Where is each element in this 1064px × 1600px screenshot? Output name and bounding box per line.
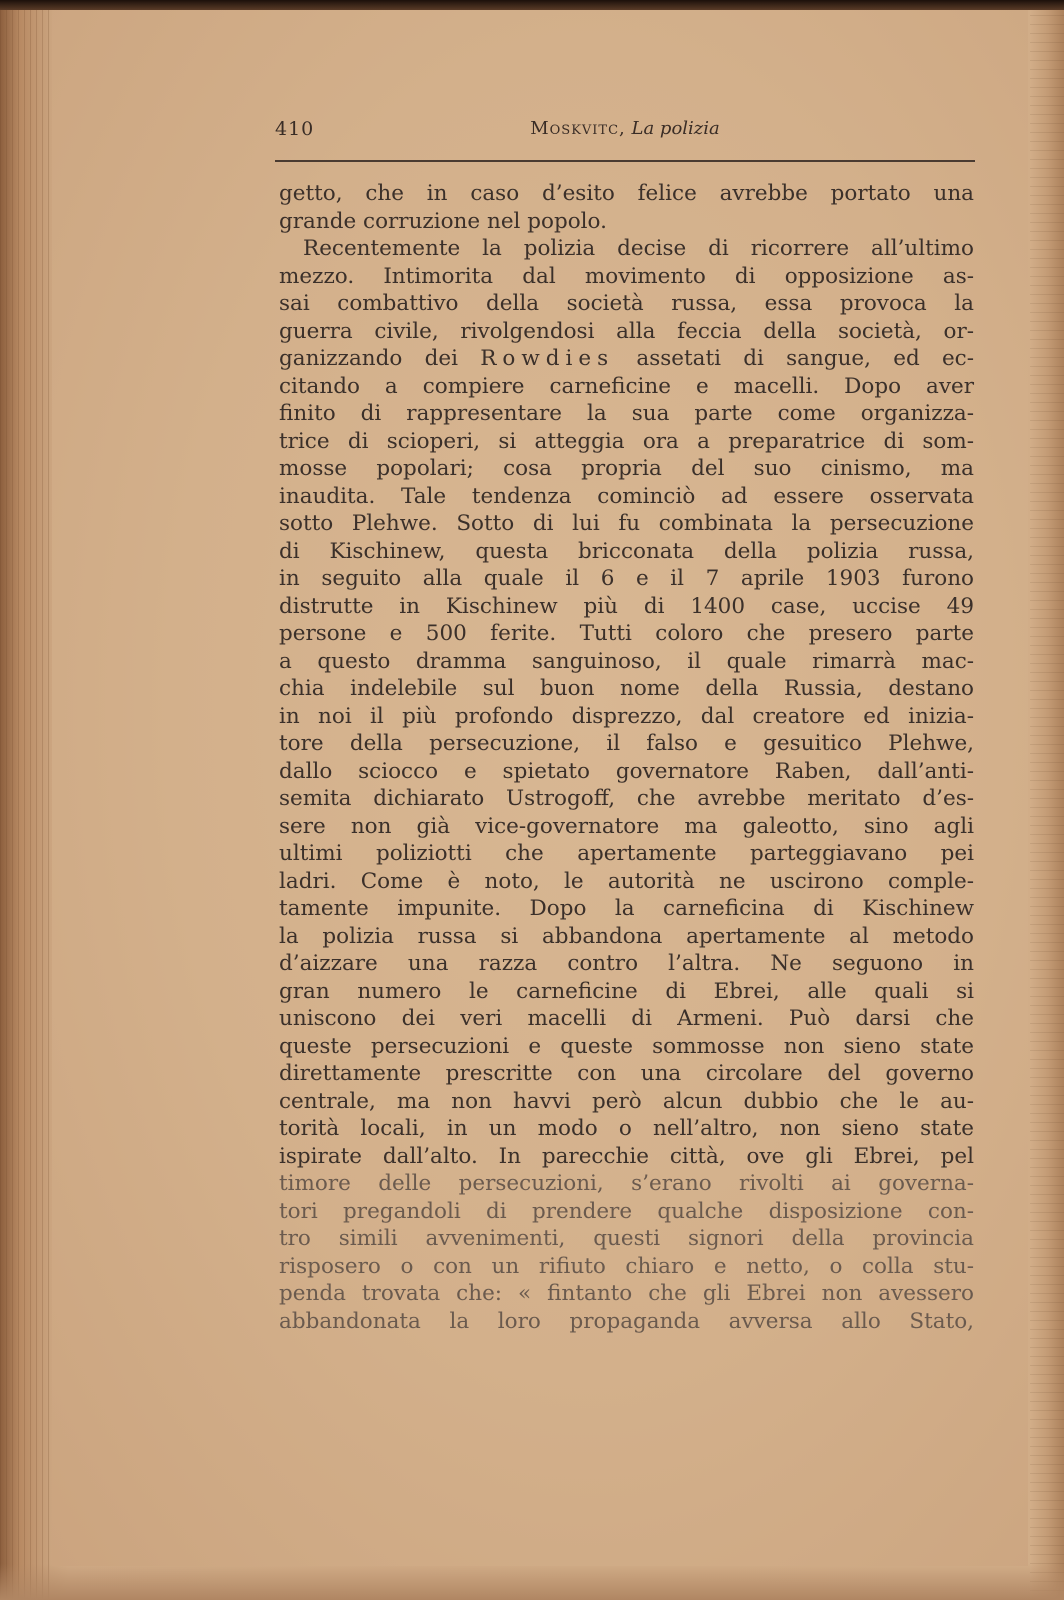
text-line: inaudita. Tale tendenza cominciò ad essere osservata <box>279 483 974 509</box>
text-line: sotto Plehwe. Sotto di lui fu combinata la persecuzione <box>279 511 974 536</box>
text-line: gran numero le carneficine di Ebrei, alle quali si <box>279 978 974 1004</box>
spaced-word: Rowdies <box>480 346 615 371</box>
text-line: queste persecuzioni e queste sommosse non sieno state <box>279 1033 974 1059</box>
text-line: Recentemente la polizia decise di ricorrere all’ultimo <box>303 236 974 261</box>
text-line: chia indelebile sul buon nome della Russia, destano <box>279 676 974 701</box>
text-line: penda trovata che: « fintanto che gli Ebrei non avessero <box>279 1281 974 1306</box>
running-head <box>275 112 975 148</box>
text-line: tore della persecuzione, il falso e gesuitico Plehwe, <box>279 731 974 756</box>
book-spine-edge <box>0 10 50 1600</box>
text-line: ganizzando dei Rowdies assetati di sangue, ed ec- <box>279 346 974 371</box>
text-line: finito di rappresentare la sua parte come organizza- <box>279 401 974 426</box>
text-line: persone e 500 ferite. Tutti coloro che presero parte <box>279 621 974 646</box>
text-line: getto, che in caso d’esito felice avrebbe portato una <box>279 181 974 206</box>
text-line: tro simili avvenimenti, questi signori della provincia <box>279 1226 974 1251</box>
text-line: sere non già vice-governatore ma galeotto, sino agli <box>279 813 974 839</box>
body-text <box>279 180 974 1335</box>
text-line: trice di scioperi, si atteggia ora a preparatrice di som- <box>279 428 974 454</box>
header-rule <box>275 160 975 162</box>
page-fore-edge <box>1030 10 1064 1600</box>
text-line: di Kischinew, questa bricconata della polizia russa, <box>279 538 974 564</box>
bottom-edge-shadow <box>0 1564 1064 1600</box>
author-name: Moskvitc, <box>530 118 626 139</box>
text-line: a questo dramma sanguinoso, il quale rimarrà mac- <box>279 648 974 674</box>
text-line: timore delle persecuzioni, s’erano rivolti ai governa- <box>279 1171 974 1196</box>
text-line: centrale, ma non havvi però alcun dubbio che le au- <box>279 1088 974 1114</box>
text-line: dallo sciocco e spietato governatore Raben, dall’anti- <box>279 758 974 784</box>
text-line: mezzo. Intimorita dal movimento di opposizione as- <box>279 263 974 289</box>
text-line: citando a compiere carneficine e macelli. Dopo aver <box>279 373 974 399</box>
text-line: sai combattivo della società russa, essa provoca la <box>279 291 974 316</box>
top-edge-shadow <box>0 0 1064 10</box>
text-line: in seguito alla quale il 6 e il 7 aprile 1903 furono <box>279 566 974 591</box>
text-line: grande corruzione nel popolo. <box>279 208 607 234</box>
text-line: in noi il più profondo disprezzo, dal creatore ed inizia- <box>279 703 974 729</box>
text-line: torità locali, in un modo o nell’altro, non sieno state <box>279 1116 974 1141</box>
text-line: tamente impunite. Dopo la carneficina di Kischinew <box>279 896 974 921</box>
text-line: tori pregandoli di prendere qualche disposizione con- <box>279 1198 974 1224</box>
header-title <box>275 118 975 139</box>
text-line: ladri. Come è noto, le autorità ne uscirono comple- <box>279 868 974 894</box>
page-number: 410 <box>275 118 315 140</box>
text-line: ultimi poliziotti che apertamente parteggiavano pei <box>279 841 974 866</box>
text-line: distrutte in Kischinew più di 1400 case, uccise 49 <box>279 593 974 619</box>
text-line: mosse popolari; cosa propria del suo cinismo, ma <box>279 456 974 481</box>
text-line: la polizia russa si abbandona apertamente al metodo <box>279 923 974 949</box>
text-line: abbandonata la loro propaganda avversa allo Stato, <box>279 1308 974 1334</box>
text-line: semita dichiarato Ustrogoff, che avrebbe meritato d’es- <box>279 786 974 811</box>
text-line: ispirate dall’alto. In parecchie città, ove gli Ebrei, pel <box>279 1143 974 1169</box>
text-line: guerra civile, rivolgendosi alla feccia della società, or- <box>279 318 974 344</box>
text-line: uniscono dei veri macelli di Armeni. Può darsi che <box>279 1006 974 1031</box>
work-title: La polizia <box>631 118 720 139</box>
text-line: risposero o con un rifiuto chiaro e netto, o colla stu- <box>279 1253 974 1279</box>
text-line: direttamente prescritte con una circolare del governo <box>279 1061 974 1086</box>
text-line: d’aizzare una razza contro l’altra. Ne seguono in <box>279 951 974 976</box>
